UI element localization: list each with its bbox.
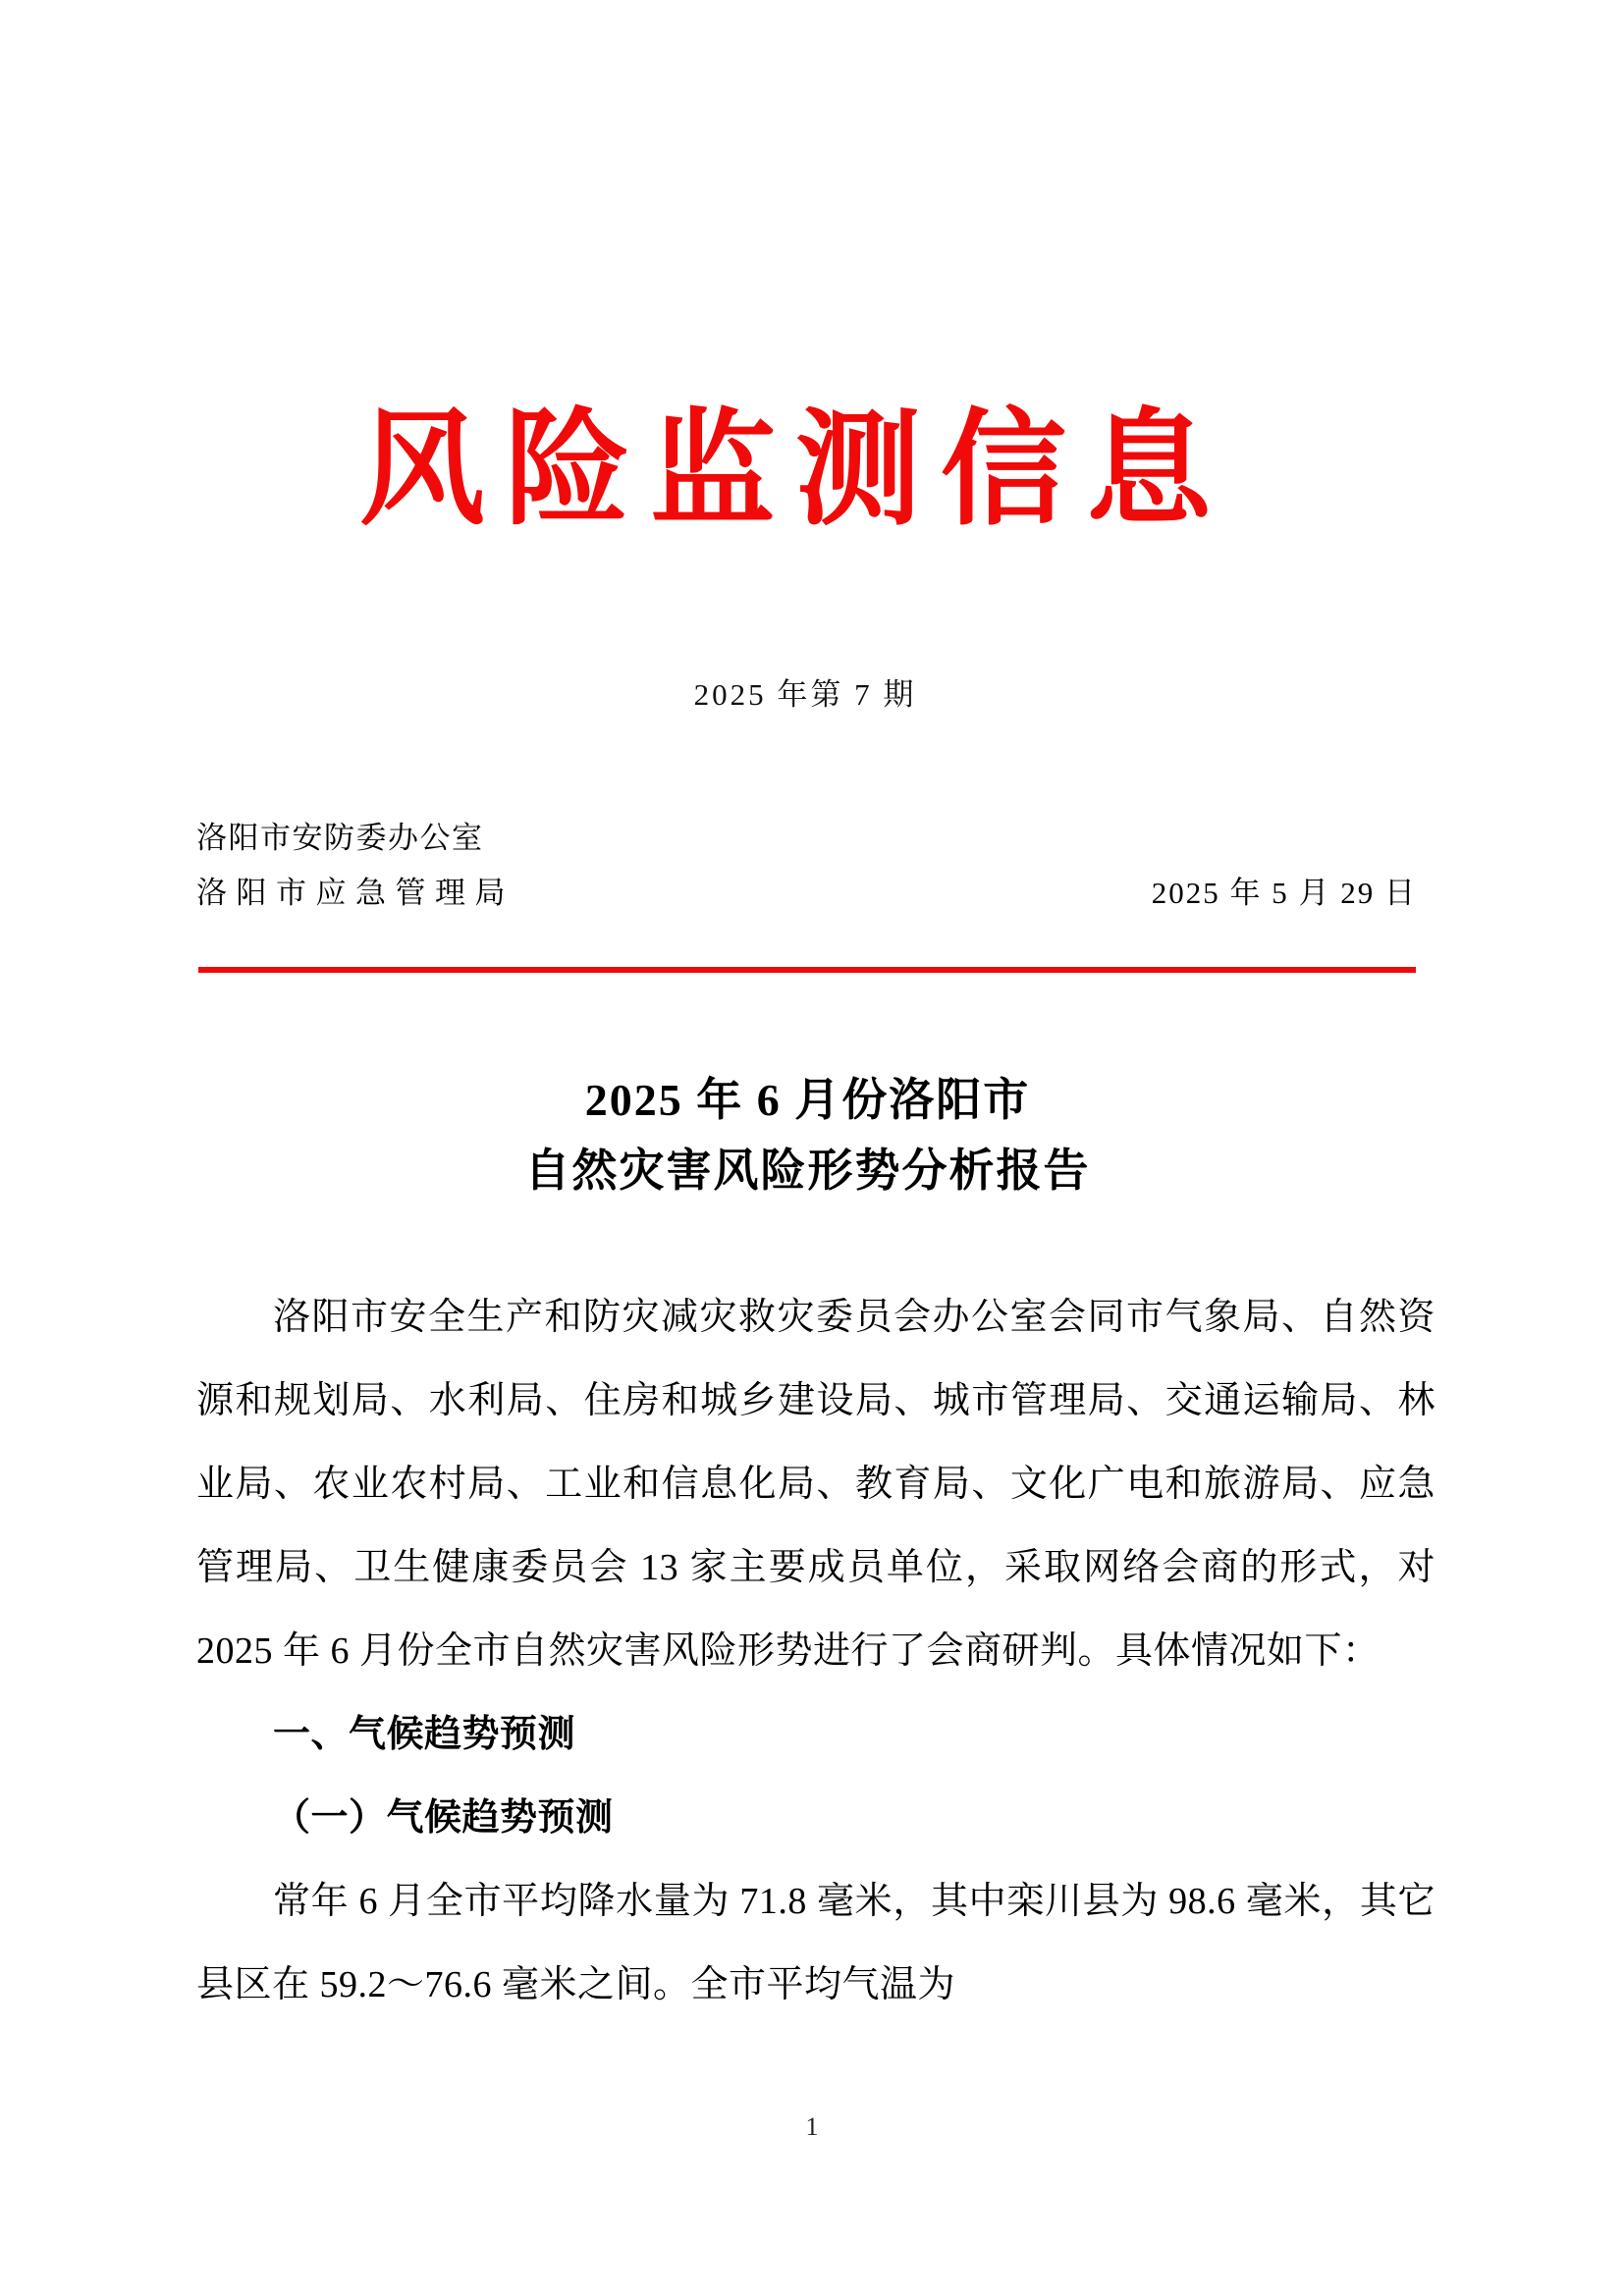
section-heading-climate-trend: 一、气候趋势预测 [273, 1714, 576, 1755]
issuer-names [196, 811, 514, 921]
document-title-line-2: 自然灾害风险形势分析报告 [524, 1146, 1091, 1196]
document-title [196, 1065, 1419, 1206]
intro-paragraph: 洛阳市安全生产和防灾减灾救灾委员会办公室会同市气象局、自然资源和规划局、水利局、住房和城乡建设局、城市管理局、交通运输局、林业局、农业农村局、工业和信息化局、教育局、文化广电和旅游局、应急管理局、卫生健康委员会 13 家主要成员单位，采取网络会商的形式，对 2025 年 6 月份全市自然灾害风险形势进行了会商研判。具体情况如下： [196, 1297, 1435, 1672]
masthead-title: 风险监测信息 [358, 400, 1231, 540]
climate-paragraph: 常年 6 月全市平均降水量为 71.8 毫米，其中栾川县为 98.6 毫米，其它县区在 59.2～76.6 毫米之间。全市平均气温为 [196, 1881, 1435, 2005]
page-number: 1 [805, 2112, 819, 2141]
document-body [196, 1276, 1435, 2027]
issue-date: 2025 年 5 月 29 日 [1151, 876, 1417, 910]
issue-number: 2025 年第 7 期 [693, 677, 917, 712]
issuer-block [196, 811, 1419, 925]
red-divider-rule [198, 967, 1416, 973]
issuer-office: 洛阳市安防委办公室 [196, 821, 484, 855]
document-title-line-1: 2025 年 6 月份洛阳市 [584, 1075, 1031, 1125]
masthead [191, 400, 1380, 540]
subsection-heading-climate-trend: （一）气候趋势预测 [273, 1797, 614, 1839]
issuer-bureau: 洛阳市应急管理局 [196, 876, 514, 910]
